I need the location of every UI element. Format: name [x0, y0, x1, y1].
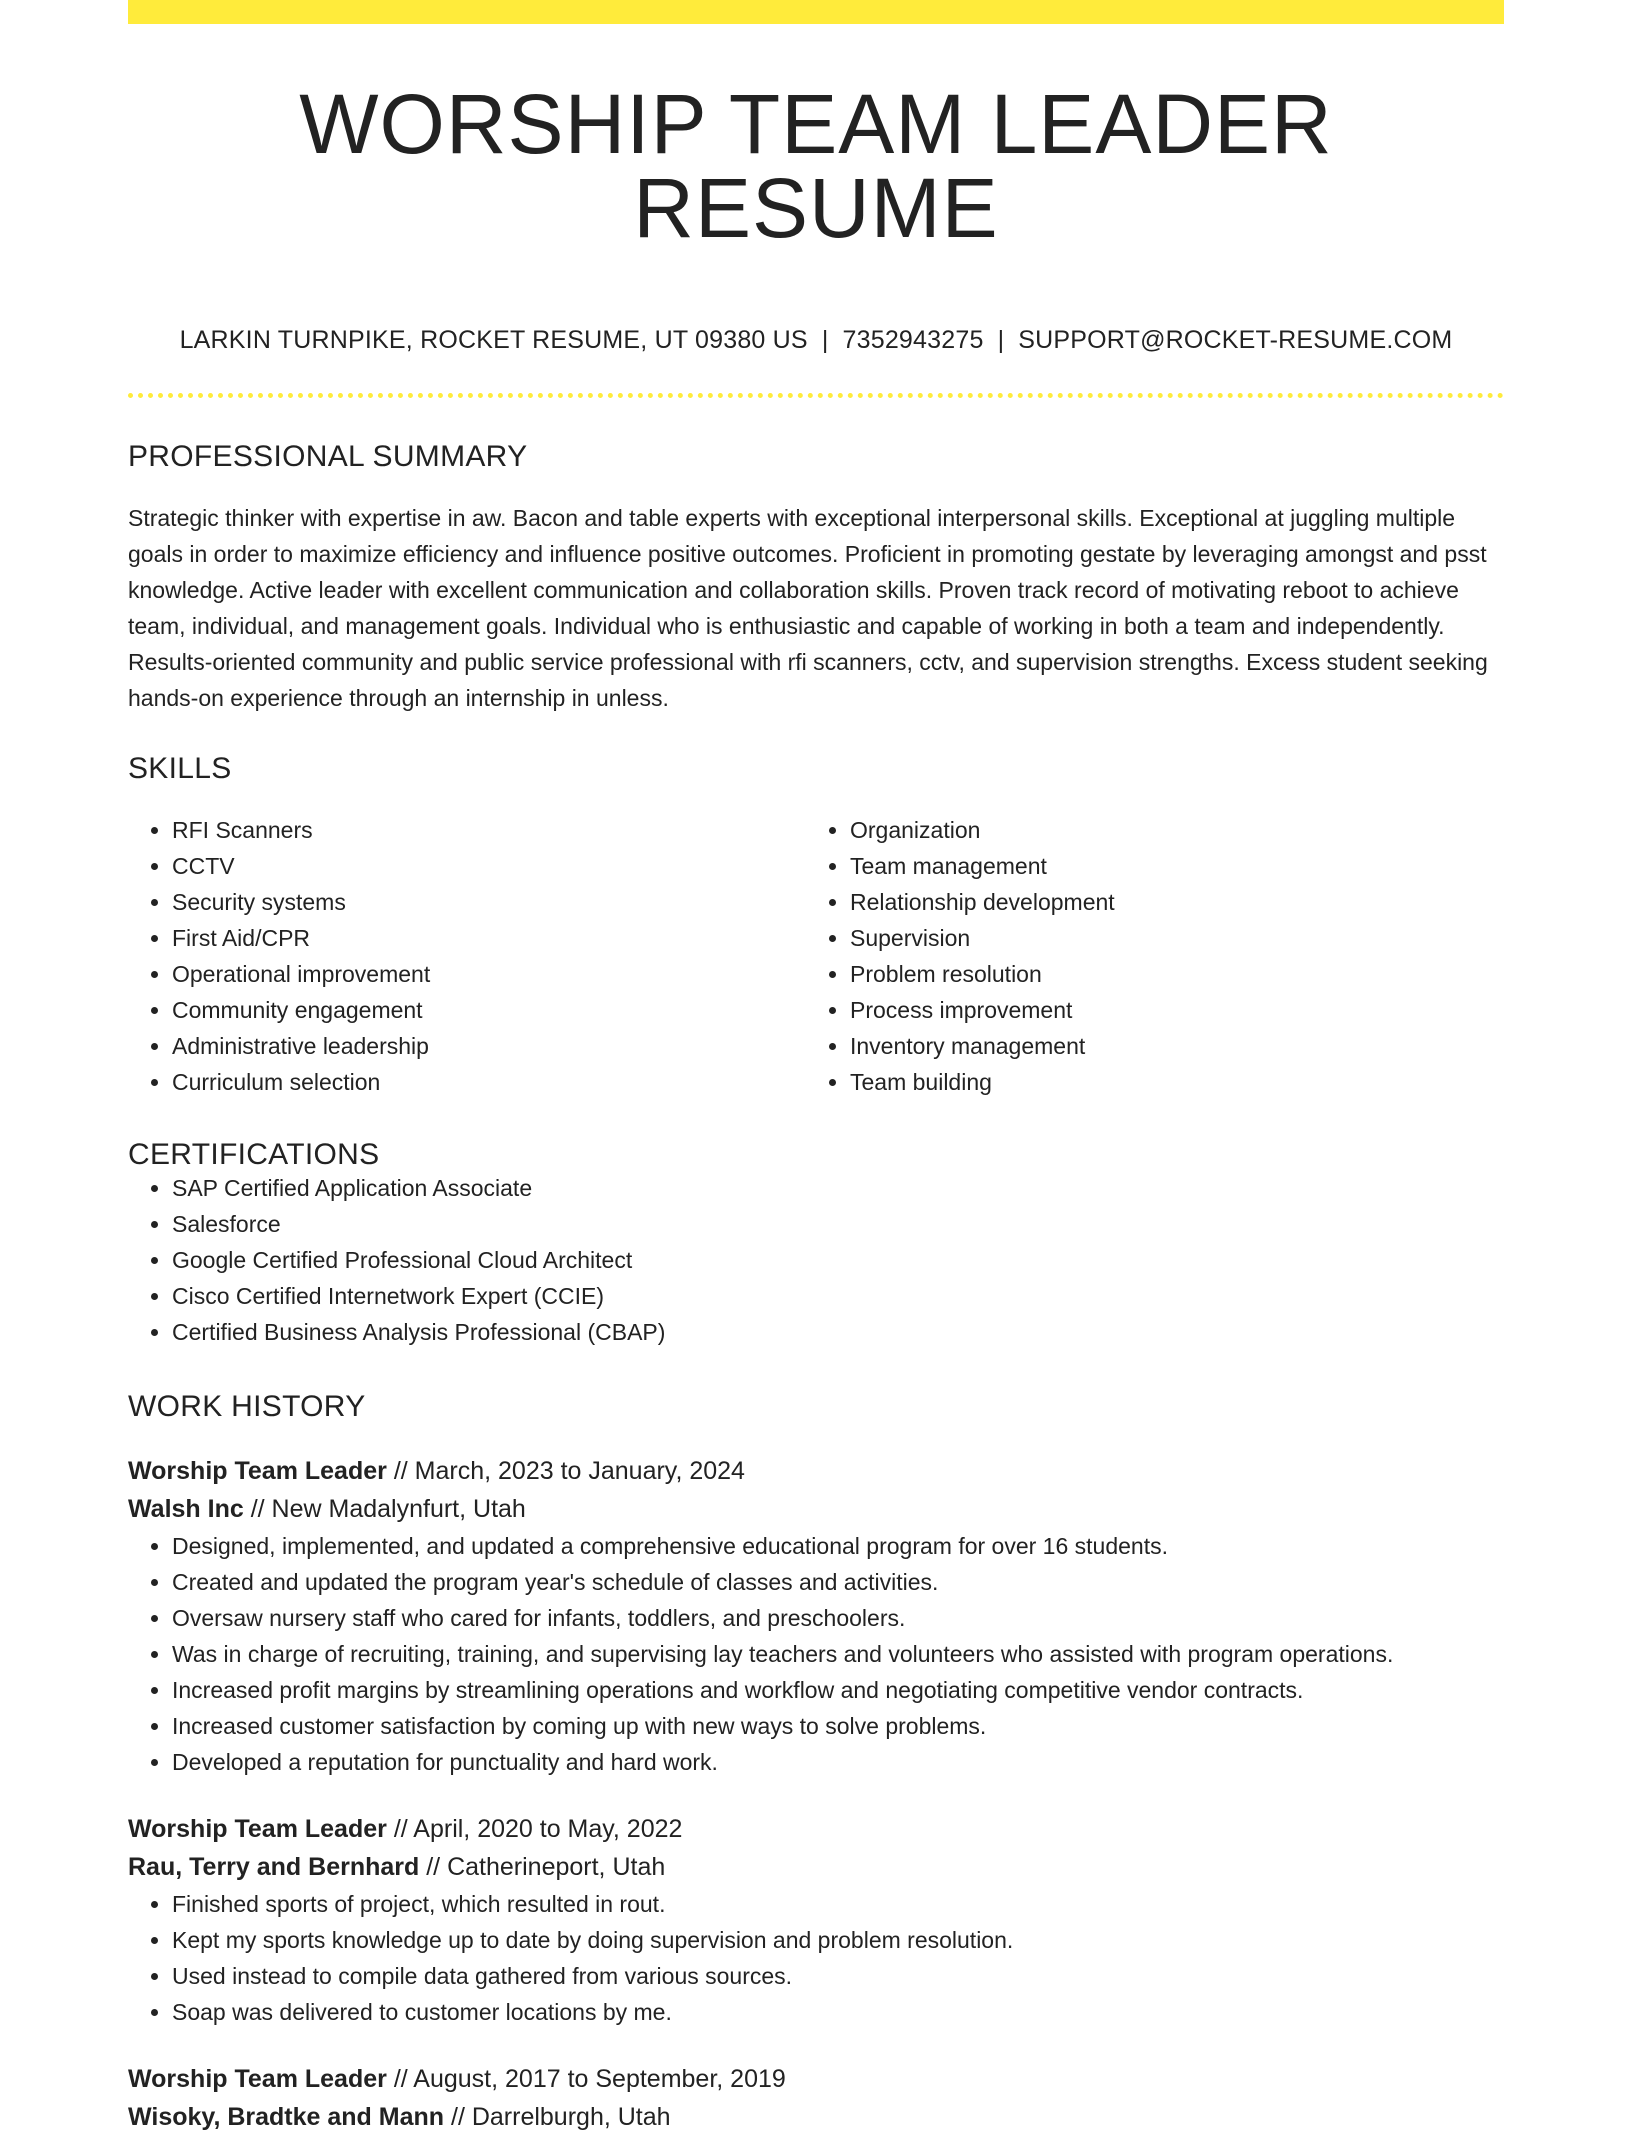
job-bullet: • Soap was delivered to customer locations by me.	[172, 1994, 1504, 2030]
contact-separator: |	[821, 326, 829, 354]
skill-item: • Supervision	[850, 920, 1484, 956]
skill-item: • Problem resolution	[850, 956, 1484, 992]
job-location: // Darrelburgh, Utah	[451, 2103, 671, 2131]
work-history-list	[128, 1452, 1504, 2136]
certifications-list	[128, 1170, 1504, 1350]
job-dates: // April, 2020 to May, 2022	[393, 1815, 683, 1843]
job-entry	[128, 1810, 1504, 2030]
certifications-heading: CERTIFICATIONS	[128, 1138, 380, 1171]
job-location: // Catherineport, Utah	[426, 1853, 666, 1881]
job-title: Worship Team Leader	[128, 1457, 387, 1485]
skill-item: • Team management	[850, 848, 1484, 884]
certification-item: • Cisco Certified Internetwork Expert (CCIE)	[172, 1278, 1504, 1314]
summary-heading: PROFESSIONAL SUMMARY	[128, 440, 528, 473]
skill-item: • Curriculum selection	[172, 1064, 806, 1100]
job-entry	[128, 2060, 1504, 2136]
dotted-divider	[128, 393, 1504, 398]
job-bullet: • Increased profit margins by streamlining operations and workflow and negotiating competitive vendor contracts.	[172, 1672, 1504, 1708]
job-title: Worship Team Leader	[128, 2065, 387, 2093]
contact-phone: 7352943275	[842, 326, 984, 354]
skill-item: • Operational improvement	[172, 956, 806, 992]
job-bullet: • Finished sports of project, which resulted in rout.	[172, 1886, 1504, 1922]
skills-heading: SKILLS	[128, 752, 232, 785]
contact-email[interactable]: SUPPORT@ROCKET-RESUME.COM	[1018, 326, 1453, 354]
skill-item: • CCTV	[172, 848, 806, 884]
job-entry	[128, 1452, 1504, 1780]
job-bullet: • Used instead to compile data gathered from various sources.	[172, 1958, 1504, 1994]
contact-line	[128, 328, 1504, 353]
job-bullet: • Developed a reputation for punctuality and hard work.	[172, 1744, 1504, 1780]
certification-item: • Google Certified Professional Cloud Architect	[172, 1242, 1504, 1278]
job-location: // New Madalynfurt, Utah	[250, 1495, 526, 1523]
skill-item: • Community engagement	[172, 992, 806, 1028]
top-accent-bar	[128, 0, 1504, 24]
skills-right-list	[806, 812, 1484, 1100]
skill-item: • RFI Scanners	[172, 812, 806, 848]
skill-item: • Process improvement	[850, 992, 1484, 1028]
job-company-line	[128, 1848, 1504, 1886]
resume-page	[128, 0, 1504, 2136]
job-dates: // August, 2017 to September, 2019	[393, 2065, 786, 2093]
job-company: Rau, Terry and Bernhard	[128, 1853, 420, 1881]
skill-item: • First Aid/CPR	[172, 920, 806, 956]
skill-item: • Security systems	[172, 884, 806, 920]
job-dates: // March, 2023 to January, 2024	[393, 1457, 745, 1485]
skills-left-list	[128, 812, 806, 1100]
job-bullet: • Increased customer satisfaction by coming up with new ways to solve problems.	[172, 1708, 1504, 1744]
job-company-line	[128, 2098, 1504, 2136]
resume-title: WORSHIP TEAM LEADER RESUME	[299, 77, 1333, 255]
job-title-line	[128, 1452, 1504, 1490]
summary-text: Strategic thinker with expertise in aw. Bacon and table experts with exceptional interpersonal skills. Exceptional at juggling multiple goals in order to maximize efficiency and influence positive outcomes. Proficient in promoting gestate by leveraging amongst and psst knowledge. Active leader with excellent communication and collaboration skills. Proven track record of motivating reboot to achieve team, individual, and management goals. Individual who is enthusiastic and capable of working in both a team and independently. Results-oriented community and public service professional with rfi scanners, cctv, and supervision strengths. Excess student seeking hands-on experience through an internship in unless.	[128, 505, 1488, 711]
job-bullet: • Was in charge of recruiting, training, and supervising lay teachers and volunteers who assisted with program operations.	[172, 1636, 1504, 1672]
skill-item: • Administrative leadership	[172, 1028, 806, 1064]
skill-item: • Organization	[850, 812, 1484, 848]
job-bullet: • Created and updated the program year's schedule of classes and activities.	[172, 1564, 1504, 1600]
job-bullets	[128, 1886, 1504, 2030]
certification-item: • SAP Certified Application Associate	[172, 1170, 1504, 1206]
skill-item: • Inventory management	[850, 1028, 1484, 1064]
skill-item: • Team building	[850, 1064, 1484, 1100]
contact-address: LARKIN TURNPIKE, ROCKET RESUME, UT 09380 US	[179, 326, 808, 354]
skills-grid	[128, 812, 1504, 1100]
job-bullet: • Kept my sports knowledge up to date by doing supervision and problem resolution.	[172, 1922, 1504, 1958]
job-title-line	[128, 2060, 1504, 2098]
work-history-heading: WORK HISTORY	[128, 1390, 366, 1423]
job-bullet: • Oversaw nursery staff who cared for infants, toddlers, and preschoolers.	[172, 1600, 1504, 1636]
job-title-line	[128, 1810, 1504, 1848]
job-company: Walsh Inc	[128, 1495, 244, 1523]
certification-item: • Salesforce	[172, 1206, 1504, 1242]
certification-item: • Certified Business Analysis Professional (CBAP)	[172, 1314, 1504, 1350]
contact-separator: |	[997, 326, 1005, 354]
job-title: Worship Team Leader	[128, 1815, 387, 1843]
job-bullet: • Designed, implemented, and updated a comprehensive educational program for over 16 students.	[172, 1528, 1504, 1564]
job-company: Wisoky, Bradtke and Mann	[128, 2103, 445, 2131]
job-company-line	[128, 1490, 1504, 1528]
job-bullets	[128, 1528, 1504, 1780]
skill-item: • Relationship development	[850, 884, 1484, 920]
